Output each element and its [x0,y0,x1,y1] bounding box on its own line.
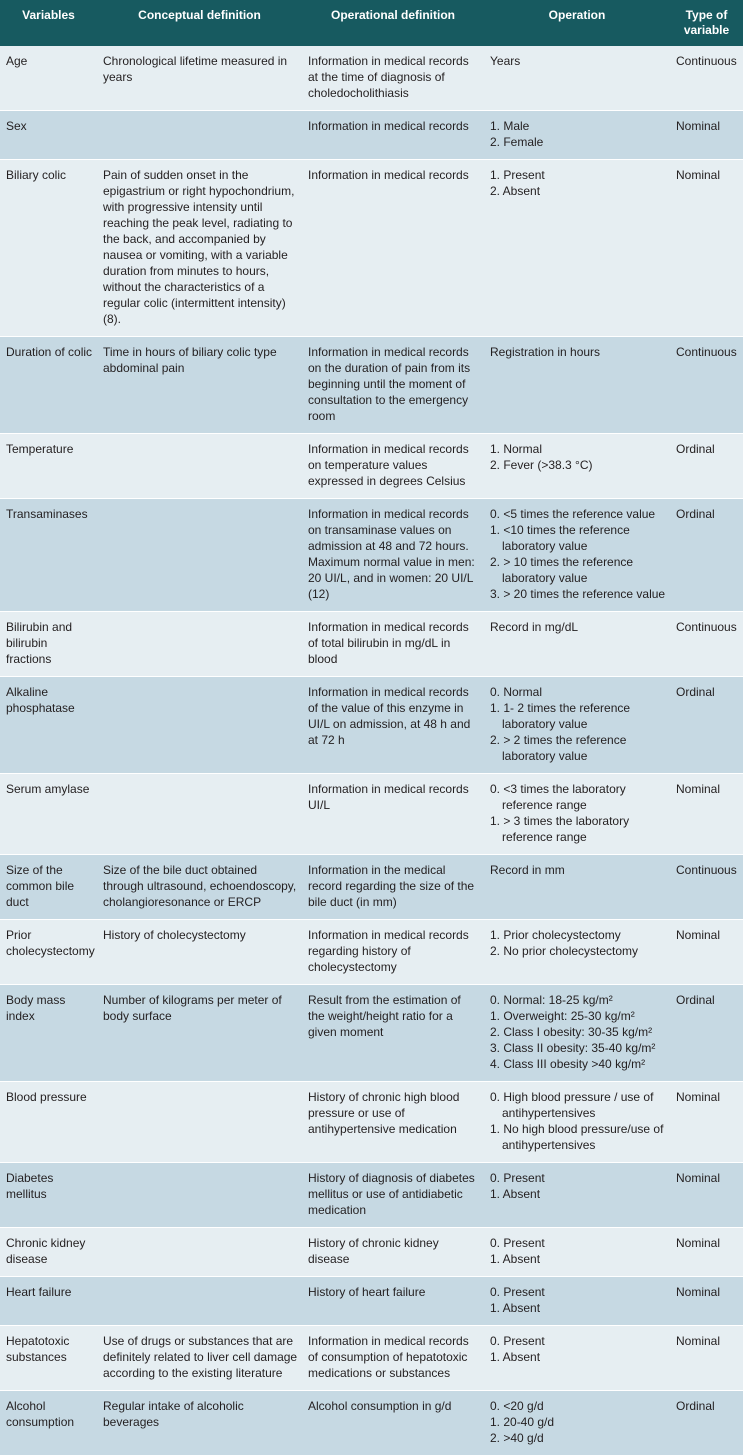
operation-line: 2. Fever (>38.3 °C) [490,458,593,472]
operation-cell [484,1228,670,1277]
table-row [0,499,743,612]
variable-cell: Biliary colic [0,160,97,337]
operation-line: 0. <20 g/d [490,1399,544,1413]
operational-definition-cell: Information in medical records on the duration of pain from its beginning until the moment of consultation to the emergency room [302,337,484,434]
variable-type-cell: Ordinal [670,434,743,499]
operation-cell [484,46,670,111]
variable-type-cell: Ordinal [670,677,743,774]
variable-cell: Size of the common bile duct [0,855,97,920]
variable-type-cell: Continuous [670,612,743,677]
operation-line: 1. Overweight: 25-30 kg/m² [490,1009,635,1023]
operation-cell [484,1082,670,1163]
operation-line: 3. Class II obesity: 35-40 kg/m² [490,1041,656,1055]
operation-line: Registration in hours [490,345,601,359]
variable-type-cell: Ordinal [670,985,743,1082]
operation-line: 1. Absent [490,1252,541,1266]
table-row [0,1082,743,1163]
variable-type-cell: Ordinal [670,499,743,612]
operation-line: 1. > 3 times the laboratory reference range [490,814,630,844]
operational-definition-cell: History of diagnosis of diabetes mellitus or use of antidiabetic medication [302,1163,484,1228]
operation-line: 0. Normal: 18-25 kg/m² [490,993,613,1007]
operational-definition-cell: Information in medical records UI/L [302,774,484,855]
operation-cell [484,337,670,434]
operation-cell [484,774,670,855]
operation-line: 0. Present [490,1236,545,1250]
operational-definition-cell: Result from the estimation of the weight/height ratio for a given moment [302,985,484,1082]
table-row [0,111,743,160]
variable-type-cell: Continuous [670,46,743,111]
table-row [0,774,743,855]
conceptual-definition-cell [97,111,302,160]
operational-definition-cell: Information in medical records [302,111,484,160]
operation-line: 2. >40 g/d [490,1431,544,1445]
operation-line: Record in mm [490,863,565,877]
variable-type-cell: Continuous [670,337,743,434]
conceptual-definition-cell: Number of kilograms per meter of body surface [97,985,302,1082]
variable-cell: Prior cholecystectomy [0,920,97,985]
variable-cell: Transaminases [0,499,97,612]
variable-cell: Temperature [0,434,97,499]
table-header [0,0,743,46]
conceptual-definition-cell: Size of the bile duct obtained through ultrasound, echoendoscopy, cholangioresonance or ERCP [97,855,302,920]
variable-cell: Chronic kidney disease [0,1228,97,1277]
variable-type-cell: Nominal [670,774,743,855]
operation-line: 0. High blood pressure / use of antihypertensives [490,1090,654,1120]
operation-cell [484,985,670,1082]
operational-definition-cell: Information in medical records on transaminase values on admission at 48 and 72 hours. Maximum normal value in men: 20 UI/L, and in women: 20 UI/L (12) [302,499,484,612]
conceptual-definition-cell: Regular intake of alcoholic beverages [97,1391,302,1456]
conceptual-definition-cell: Chronological lifetime measured in years [97,46,302,111]
operation-cell [484,499,670,612]
operation-cell [484,434,670,499]
operation-line: 1. Male [490,119,530,133]
conceptual-definition-cell [97,1228,302,1277]
table-row [0,985,743,1082]
operation-cell [484,920,670,985]
table-row [0,855,743,920]
operational-definition-cell: Information in medical records at the time of diagnosis of choledocholithiasis [302,46,484,111]
variable-type-cell: Nominal [670,1326,743,1391]
operational-definition-cell: Information in medical records on temperature values expressed in degrees Celsius [302,434,484,499]
variable-type-cell: Nominal [670,1277,743,1326]
variable-cell: Body mass index [0,985,97,1082]
operation-cell [484,612,670,677]
conceptual-definition-cell [97,612,302,677]
operation-line: Years [490,54,521,68]
operation-line: 1. Present [490,168,545,182]
operational-definition-cell: Information in medical records regarding history of cholecystectomy [302,920,484,985]
variable-type-cell: Nominal [670,920,743,985]
conceptual-definition-cell: Pain of sudden onset in the epigastrium or right hypochondrium, with progressive intensity until reaching the peak level, radiating to the back, and accompanied by nausea or vomiting, with a variable duration from minutes to hours, without the characteristics of a regular colic (intermittent intensity) (8). [97,160,302,337]
variable-cell: Alkaline phosphatase [0,677,97,774]
operation-line: 2. > 10 times the reference laboratory value [490,555,634,585]
conceptual-definition-cell: Time in hours of biliary colic type abdominal pain [97,337,302,434]
conceptual-definition-cell [97,774,302,855]
header-type-of-variable: Type of variable [670,0,743,46]
table-row [0,920,743,985]
operation-line: 4. Class III obesity >40 kg/m² [490,1057,646,1071]
operation-line: 2. No prior cholecystectomy [490,944,639,958]
variable-type-cell: Nominal [670,1228,743,1277]
variable-cell: Serum amylase [0,774,97,855]
header-variables: Variables [0,0,97,46]
operation-cell [484,1277,670,1326]
operation-line: 0. Present [490,1285,545,1299]
operation-cell [484,1391,670,1456]
table-row [0,677,743,774]
variable-cell: Hepatotoxic substances [0,1326,97,1391]
operation-line: 1. Absent [490,1187,541,1201]
header-operational-definition: Operational definition [302,0,484,46]
operation-line: 2. Female [490,135,544,149]
operational-definition-cell: Information in the medical record regarding the size of the bile duct (in mm) [302,855,484,920]
operational-definition-cell: History of chronic kidney disease [302,1228,484,1277]
header-conceptual-definition: Conceptual definition [97,0,302,46]
operational-definition-cell: History of heart failure [302,1277,484,1326]
variable-cell: Bilirubin and bilirubin fractions [0,612,97,677]
header-row [0,0,743,46]
operation-line: Record in mg/dL [490,620,579,634]
variable-cell: Duration of colic [0,337,97,434]
variable-cell: Age [0,46,97,111]
variable-type-cell: Ordinal [670,1391,743,1456]
operation-line: 2. Absent [490,184,541,198]
operation-line: 1. Absent [490,1301,541,1315]
variable-cell: Diabetes mellitus [0,1163,97,1228]
operation-line: 0. <5 times the reference value [490,507,656,521]
conceptual-definition-cell: History of cholecystectomy [97,920,302,985]
operation-cell [484,1326,670,1391]
operational-definition-cell: Alcohol consumption in g/d [302,1391,484,1456]
variable-type-cell: Nominal [670,1082,743,1163]
conceptual-definition-cell [97,499,302,612]
operation-line: 1. 20-40 g/d [490,1415,555,1429]
conceptual-definition-cell [97,434,302,499]
header-operation: Operation [484,0,670,46]
operation-line: 3. > 20 times the reference value [490,587,666,601]
operational-definition-cell: Information in medical records of consumption of hepatotoxic medications or substances [302,1326,484,1391]
variable-cell: Alcohol consumption [0,1391,97,1456]
conceptual-definition-cell [97,677,302,774]
operational-definition-cell: Information in medical records of total bilirubin in mg/dL in blood [302,612,484,677]
operational-definition-cell: Information in medical records [302,160,484,337]
operation-line: 0. <3 times the laboratory reference range [490,782,626,812]
conceptual-definition-cell [97,1163,302,1228]
variable-cell: Heart failure [0,1277,97,1326]
operation-line: 2. > 2 times the reference laboratory value [490,733,627,763]
variable-type-cell: Continuous [670,855,743,920]
operation-line: 0. Present [490,1334,545,1348]
variable-type-cell: Nominal [670,1163,743,1228]
variable-type-cell: Nominal [670,160,743,337]
operation-line: 1. Normal [490,442,543,456]
operation-line: 0. Normal [490,685,543,699]
variable-cell: Sex [0,111,97,160]
operation-cell [484,855,670,920]
operation-line: 1. <10 times the reference laboratory value [490,523,630,553]
operation-cell [484,1163,670,1228]
conceptual-definition-cell: Use of drugs or substances that are definitely related to liver cell damage according to the existing literature [97,1326,302,1391]
operation-line: 1. Prior cholecystectomy [490,928,621,942]
operation-cell [484,677,670,774]
variable-type-cell: Nominal [670,111,743,160]
table-row [0,434,743,499]
operation-cell [484,160,670,337]
variable-cell: Blood pressure [0,1082,97,1163]
operation-line: 1. Absent [490,1350,541,1364]
table-row [0,1391,743,1456]
table-row [0,1163,743,1228]
operational-definition-cell: History of chronic high blood pressure or use of antihypertensive medication [302,1082,484,1163]
table-row [0,337,743,434]
table-row [0,1277,743,1326]
operational-definition-cell: Information in medical records of the value of this enzyme in UI/L on admission, at 48 h and at 72 h [302,677,484,774]
table-row [0,46,743,111]
operation-cell [484,111,670,160]
operation-line: 2. Class I obesity: 30-35 kg/m² [490,1025,653,1039]
operation-line: 0. Present [490,1171,545,1185]
table-row [0,160,743,337]
conceptual-definition-cell [97,1082,302,1163]
table-row [0,1326,743,1391]
conceptual-definition-cell [97,1277,302,1326]
table-row [0,612,743,677]
operation-line: 1. No high blood pressure/use of antihypertensives [490,1122,664,1152]
operation-line: 1. 1- 2 times the reference laboratory value [490,701,631,731]
table-row [0,1228,743,1277]
table-body [0,46,743,1456]
